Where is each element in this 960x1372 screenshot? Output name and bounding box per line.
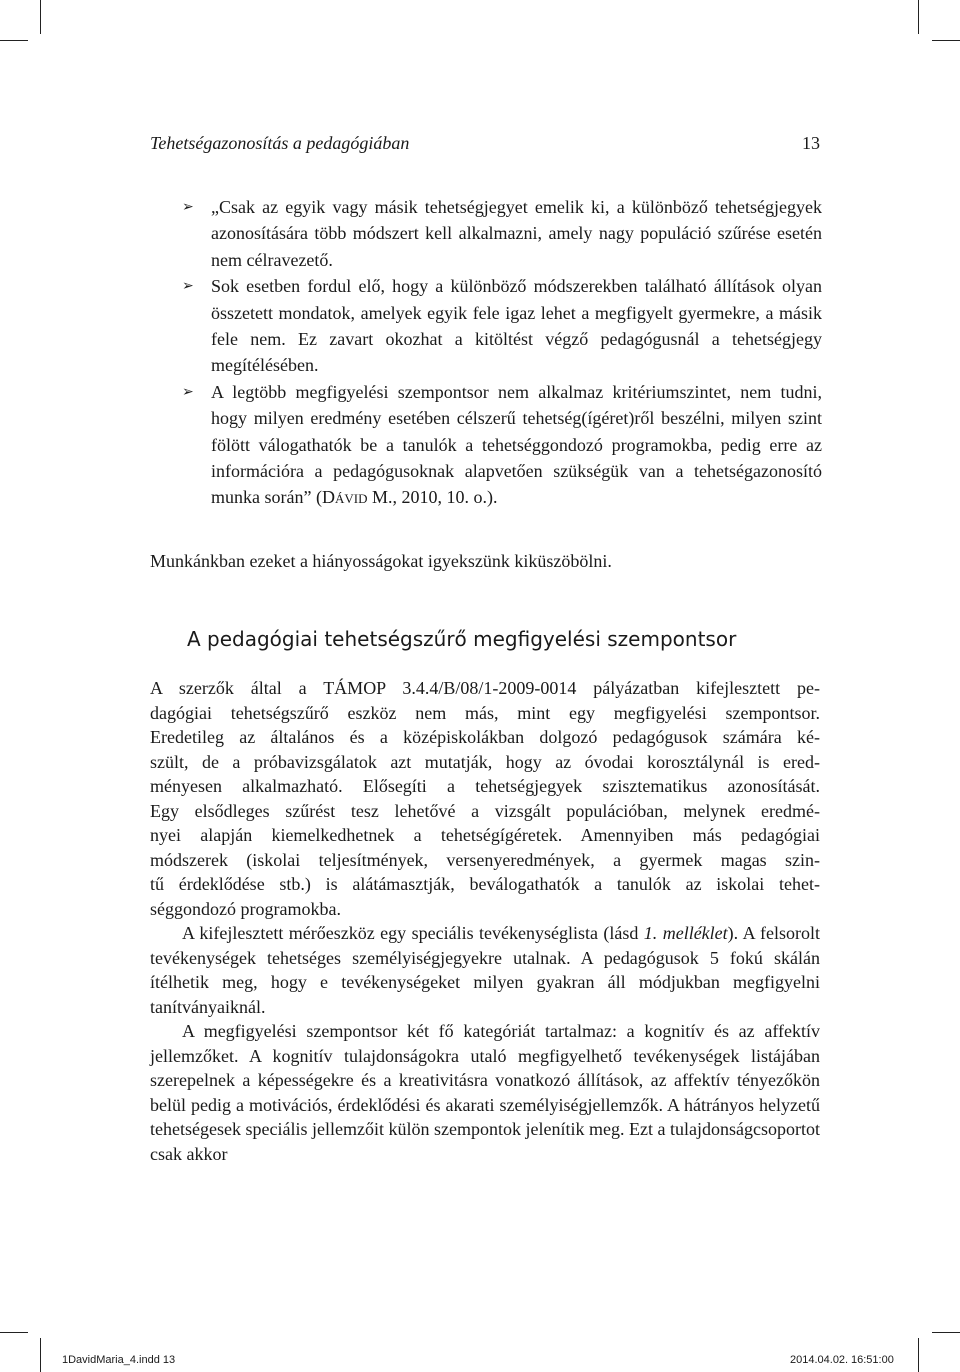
text-line: tű érdeklődése stb.) is alátámasztják, beválogathatók a tanulók az iskolai tehet-	[150, 874, 820, 894]
text-line: szült, de a próbavizsgálatok azt mutatják, hogy az óvodai korosztálynál is ered-	[150, 751, 820, 772]
slug-filename: 1DavidMaria_4.indd 13	[62, 1354, 176, 1366]
list-item-text: „Csak az egyik vagy másik tehetségjegyet emelik ki, a különböző tehetségjegyek azonosítására több módszert kell alkalmazni, amely nagy populáció szűrése esetén nem célravezető.	[211, 197, 822, 270]
right-arrowhead-icon: ➢	[182, 383, 194, 400]
running-header-title: Tehetségazonosítás a pedagógiában	[150, 133, 410, 153]
paragraph-text: ). A felsorolt tevékenységek tehetséges személyiségjegyekre utalnak. A pedagógusok 5 fokú skálán ítélhetik meg, hogy e tevékenységeket milyen gyakran áll módjukban megfigyelni tanítványaiknál.	[150, 923, 821, 1017]
slug-time: 16:51:00	[851, 1354, 894, 1366]
paragraph	[150, 676, 820, 921]
citation-details: M., 2010, 10. o.).	[367, 487, 498, 508]
crop-mark	[932, 40, 960, 41]
text-line: A szerzők által a TÁMOP 3.4.4/B/08/1-2009-0014 pályázatban kifejlesztett pe-	[150, 678, 820, 698]
text-line: módszerek (iskolai teljesítmények, versenyeredmények, a gyermek magas szin-	[150, 849, 820, 870]
crop-mark	[40, 0, 41, 34]
slug-date: 2014.04.02.	[790, 1354, 849, 1366]
paragraph-text: A kifejlesztett mérőeszköz egy speciális tevékenységlista (lásd	[182, 923, 644, 943]
crop-mark	[0, 40, 28, 41]
bullet-list	[182, 194, 822, 511]
crop-mark	[932, 1332, 960, 1333]
text-line: ményesen alkalmazható. Elősegíti a tehetségjegyek szisztematikus azonosítását.	[150, 776, 820, 796]
crop-mark	[918, 0, 919, 34]
crop-mark	[0, 1332, 28, 1333]
paragraph	[150, 921, 820, 1019]
crop-mark	[40, 1338, 41, 1372]
text-line: Egy elsődleges szűrést tesz lehetővé a vizsgált populációban, melynek eredmé-	[150, 800, 820, 821]
page-number: 13	[802, 133, 820, 153]
crop-mark	[918, 1338, 919, 1372]
list-item-text: Sok esetben fordul elő, hogy a különböző módszerekben található állítások olyan összetett mondatok, amelyek egyik fele igaz lehet a megfigyelt gyermekre, a másik fele nem. Ez zavart okozhat a kitöltést végző pedagógusnál a tehetségjegy megítélésében.	[211, 276, 822, 376]
right-arrowhead-icon: ➢	[182, 199, 194, 215]
right-arrowhead-icon: ➢	[182, 278, 194, 295]
text-line: séggondozó programokba.	[150, 898, 341, 919]
text-line: dagógiai tehetségszűrő eszköz nem más, mint egy megfigyelési szempontsor.	[150, 702, 820, 723]
running-header	[150, 130, 820, 156]
section-heading: A pedagógiai tehetségszűrő megfigyelési szempontsor	[187, 627, 737, 651]
paragraph: A megfigyelési szempontsor két fő kategóriát tartalmaz: a kognitív és az affektív jellemzőket. A kognitív tulajdonságokra utaló megfigyelhető tevékenységek listájában szerepelnek a képességekre és a kreativitásra vonatkozó állítások, az affektív tényezőkön belül pedig a motivációs, érdeklődési és akarati személyiségjellemzők. A hátrányos helyzetű tehetségesek speciális jellemzőit külön szempontok jelenítik meg. Ezt a tulajdonságcsoportot csak akkor	[150, 1021, 820, 1164]
list-item	[182, 379, 822, 511]
body-text	[150, 676, 820, 1166]
annex-reference: 1. melléklet	[643, 923, 728, 943]
closing-sentence: Munkánkban ezeket a hiányosságokat igyekszünk kiküszöbölni.	[150, 551, 612, 571]
text-line: Eredetileg az általános és a középiskolákban dolgozó pedagógusok számára ké-	[150, 727, 820, 747]
citation-author: Dávid	[321, 487, 368, 508]
list-item-text: A legtöbb megfigyelési szempontsor nem alkalmaz kritériumszintet, nem tudni, hogy milyen eredmény esetében célszerű tehetség(ígéret)ről beszélni, milyen szint fölött válogathatók be a tanulók a tehetséggondozó programokba, pedig erre az információra a pedagógusoknak alapvetően szükségük van a tehetségazonosító munka során” (	[211, 381, 822, 508]
text-line: nyei alapján kiemelkedhetnek a tehetségígéretek. Amennyiben más pedagógiai	[150, 825, 820, 845]
list-item	[182, 194, 822, 273]
list-item	[182, 273, 822, 379]
